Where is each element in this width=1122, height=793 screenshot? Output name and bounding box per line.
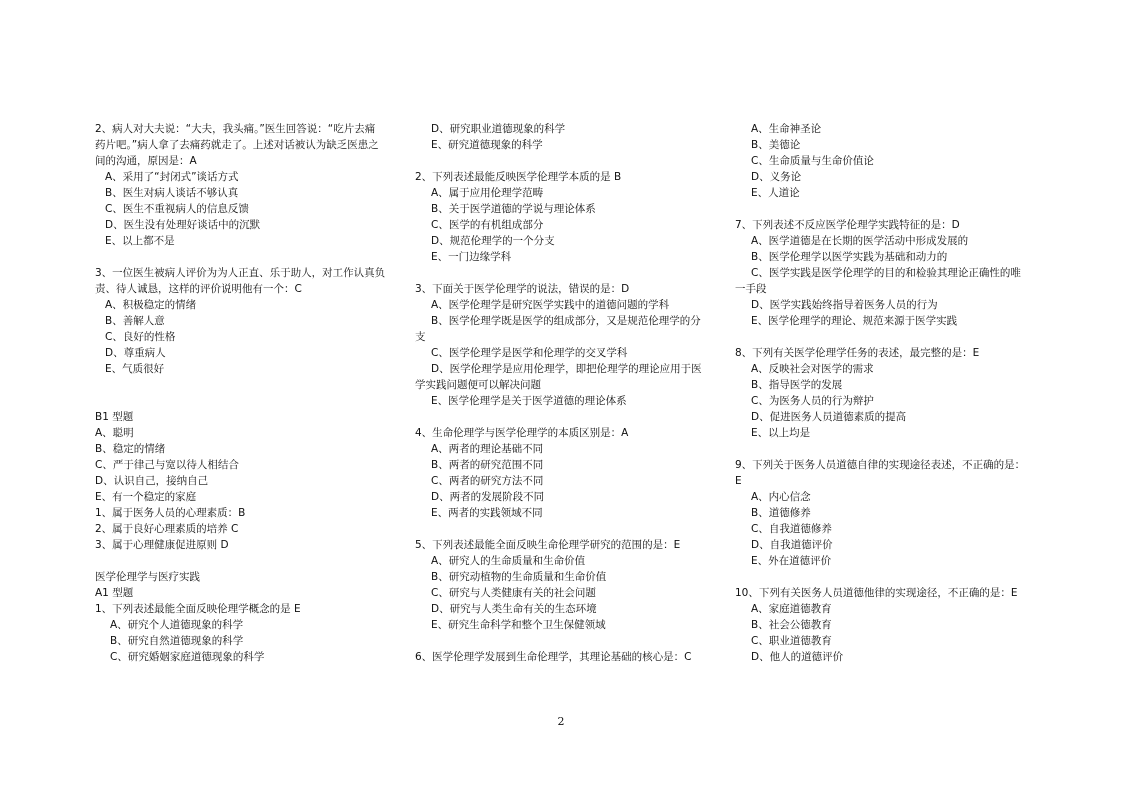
q1-stem: 1、下列表述最能全面反映伦理学概念的是 E — [95, 603, 301, 615]
section-title: 医学伦理学与医疗实践 — [95, 571, 200, 583]
q7-option-d: D、医学实践始终指导着医务人员的行为 — [751, 299, 938, 311]
q2-option-b: B、关于医学道德的学说与理论体系 — [431, 203, 596, 215]
q4-option-e: E、两者的实践领域不同 — [431, 507, 543, 519]
q1-option-e: E、研究道德现象的科学 — [431, 139, 543, 151]
q9-stem-line1: 9、下列关于医务人员道德自律的实现途径表述，不正确的是： — [735, 459, 1026, 471]
q3-option-d-line1: D、医学伦理学是应用伦理学，即把伦理学的理论应用于医 — [431, 363, 702, 375]
q9-option-e: E、外在道德评价 — [751, 555, 832, 567]
q4-option-b: B、两者的研究范围不同 — [431, 459, 544, 471]
q8-option-d: D、促进医务人员道德素质的提高 — [751, 411, 907, 423]
q6-option-c: C、生命质量与生命价值论 — [751, 155, 874, 167]
q1-option-a: A、研究个人道德现象的科学 — [110, 619, 244, 631]
q3-option-d-line2: 学实践问题便可以解决问题 — [415, 379, 541, 391]
b1-item-1: 1、属于医务人员的心理素质：B — [95, 507, 246, 519]
q9-option-c: C、自我道德修养 — [751, 523, 832, 535]
q6-stem: 6、医学伦理学发展到生命伦理学，其理论基础的核心是：C — [415, 651, 692, 663]
q3-option-a: A、积极稳定的情绪 — [105, 299, 197, 311]
q9-option-a: A、内心信念 — [751, 491, 811, 503]
q10-option-d: D、他人的道德评价 — [751, 651, 844, 663]
q2-option-e: E、以上都不是 — [105, 235, 175, 247]
q3-stem: 3、下面关于医学伦理学的说法，错误的是：D — [415, 283, 630, 295]
q4-stem: 4、生命伦理学与医学伦理学的本质区别是：A — [415, 427, 629, 439]
q2-stem-line1: 2、病人对大夫说：“大夫，我头痛。”医生回答说：“吃片去痛 — [95, 123, 376, 135]
b1-option-d: D、认识自己，接纳自己 — [95, 475, 209, 487]
b1-title: B1 型题 — [95, 411, 134, 423]
q8-option-c: C、为医务人员的行为辩护 — [751, 395, 874, 407]
b1-option-b: B、稳定的情绪 — [95, 443, 166, 455]
q5-option-d: D、研究与人类生命有关的生态环境 — [431, 603, 597, 615]
q2-option-e: E、一门边缘学科 — [431, 251, 512, 263]
q3-option-b-line1: B、医学伦理学既是医学的组成部分，又是规范伦理学的分 — [431, 315, 701, 327]
q8-stem: 8、下列有关医学伦理学任务的表述，最完整的是：E — [735, 347, 980, 359]
column-middle — [415, 121, 715, 665]
q5-stem: 5、下列表述最能全面反映生命伦理学研究的范围的是：E — [415, 539, 681, 551]
q3-option-b: B、善解人意 — [105, 315, 165, 327]
q9-stem-line2: E — [735, 475, 742, 487]
q3-stem-line1: 3、一位医生被病人评价为为人正直、乐于助人，对工作认真负 — [95, 267, 386, 279]
q2-option-d: D、医生没有处理好谈话中的沉默 — [105, 219, 261, 231]
q8-option-e: E、以上均是 — [751, 427, 811, 439]
q6-option-a: A、生命神圣论 — [751, 123, 822, 135]
q2-stem-line3: 间的沟通，原因是：A — [95, 155, 197, 167]
q2-stem-line2: 药片吧。”病人拿了去痛药就走了。上述对话被认为缺乏医患之 — [95, 139, 379, 151]
q10-option-c: C、职业道德教育 — [751, 635, 832, 647]
q4-option-a: A、两者的理论基础不同 — [431, 443, 544, 455]
b1-item-3: 3、属于心理健康促进原则 D — [95, 539, 229, 551]
column-left — [95, 121, 395, 665]
q4-option-c: C、两者的研究方法不同 — [431, 475, 544, 487]
q2-option-a: A、属于应用伦理学范畴 — [431, 187, 544, 199]
q7-option-b: B、医学伦理学以医学实践为基础和动力的 — [751, 251, 948, 263]
b1-option-c: C、严于律己与宽以待人相结合 — [95, 459, 239, 471]
q8-option-a: A、反映社会对医学的需求 — [751, 363, 874, 375]
page-number: 2 — [557, 715, 565, 728]
q1-option-d: D、研究职业道德现象的科学 — [431, 123, 566, 135]
q9-option-d: D、自我道德评价 — [751, 539, 833, 551]
b1-option-a: A、聪明 — [95, 427, 134, 439]
q3-stem-line2: 责、待人诚恳，这样的评价说明他有一个：C — [95, 283, 302, 295]
q3-option-d: D、尊重病人 — [105, 347, 166, 359]
b1-option-e: E、有一个稳定的家庭 — [95, 491, 197, 503]
q3-option-c: C、良好的性格 — [105, 331, 176, 343]
q5-option-a: A、研究人的生命质量和生命价值 — [431, 555, 586, 567]
q4-option-d: D、两者的发展阶段不同 — [431, 491, 545, 503]
q7-option-c-line1: C、医学实践是医学伦理学的目的和检验其理论正确性的唯 — [751, 267, 1021, 279]
q6-option-e: E、人道论 — [751, 187, 800, 199]
q6-option-b: B、美德论 — [751, 139, 801, 151]
q2-stem: 2、下列表述最能反映医学伦理学本质的是 B — [415, 171, 622, 183]
q7-option-e: E、医学伦理学的理论、规范来源于医学实践 — [751, 315, 958, 327]
q7-option-a: A、医学道德是在长期的医学活动中形成发展的 — [751, 235, 969, 247]
q5-option-c: C、研究与人类健康有关的社会问题 — [431, 587, 596, 599]
q3-option-e: E、医学伦理学是关于医学道德的理论体系 — [431, 395, 627, 407]
q3-option-b-line2: 支 — [415, 331, 426, 343]
q7-stem: 7、下列表述不反应医学伦理学实践特征的是：D — [735, 219, 960, 231]
q2-option-c: C、医学的有机组成部分 — [431, 219, 544, 231]
q3-option-c: C、医学伦理学是医学和伦理学的交叉学科 — [431, 347, 628, 359]
q2-option-c: C、医生不重视病人的信息反馈 — [105, 203, 249, 215]
q5-option-b: B、研究动植物的生命质量和生命价值 — [431, 571, 607, 583]
q2-option-d: D、规范伦理学的一个分支 — [431, 235, 555, 247]
q2-option-b: B、医生对病人谈话不够认真 — [105, 187, 239, 199]
q10-option-b: B、社会公德教育 — [751, 619, 832, 631]
q3-option-a: A、医学伦理学是研究医学实践中的道德问题的学科 — [431, 299, 670, 311]
a1-title: A1 型题 — [95, 587, 134, 599]
q1-option-b: B、研究自然道德现象的科学 — [110, 635, 244, 647]
q3-option-e: E、气质很好 — [105, 363, 165, 375]
q8-option-b: B、指导医学的发展 — [751, 379, 843, 391]
q10-option-a: A、家庭道德教育 — [751, 603, 832, 615]
q7-option-c-line2: 一手段 — [735, 283, 767, 295]
column-right — [735, 121, 1035, 665]
q9-option-b: B、道德修养 — [751, 507, 811, 519]
q5-option-e: E、研究生命科学和整个卫生保健领域 — [431, 619, 606, 631]
b1-item-2: 2、属于良好心理素质的培养 C — [95, 523, 239, 535]
q1-option-c: C、研究婚姻家庭道德现象的科学 — [110, 651, 265, 663]
q6-option-d: D、义务论 — [751, 171, 802, 183]
q2-option-a: A、采用了“封闭式”谈话方式 — [105, 171, 239, 183]
q10-stem: 10、下列有关医务人员道德他律的实现途径，不正确的是：E — [735, 587, 1018, 599]
